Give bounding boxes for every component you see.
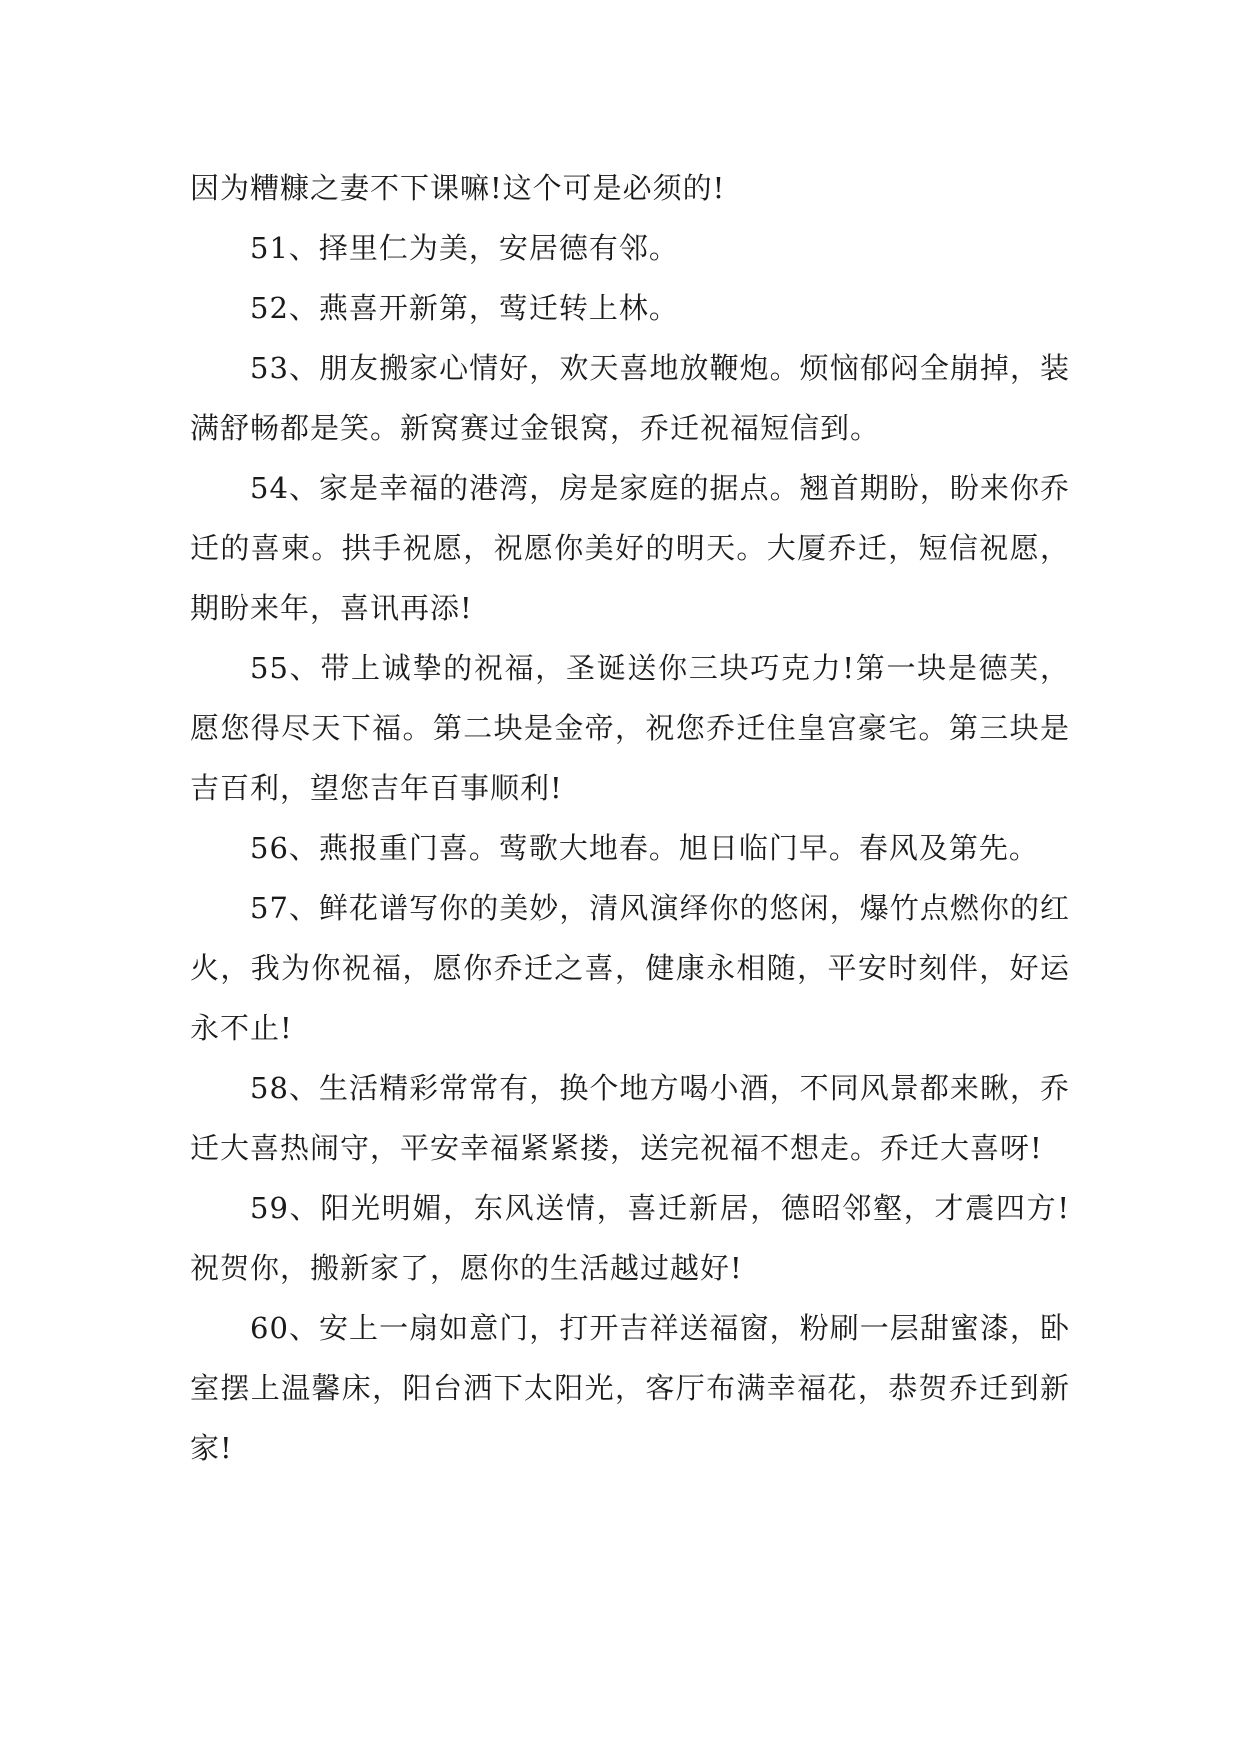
paragraph-56: 56、燕报重门喜。莺歌大地春。旭日临门早。春风及第先。 bbox=[250, 831, 1039, 865]
paragraph-59: 59、阳光明媚，东风送情，喜迁新居，德昭邻壑，才震四方!祝贺你，搬新家了，愿你的生活越过越好! bbox=[190, 1191, 1070, 1285]
paragraph-53: 53、朋友搬家心情好，欢天喜地放鞭炮。烦恼郁闷全崩掉，装满舒畅都是笑。新窝赛过金银窝，乔迁祝福短信到。 bbox=[190, 351, 1070, 445]
paragraph-58: 58、生活精彩常常有，换个地方喝小酒，不同风景都来瞅，乔迁大喜热闹守，平安幸福紧紧搂，送完祝福不想走。乔迁大喜呀! bbox=[190, 1071, 1070, 1165]
paragraph-60: 60、安上一扇如意门，打开吉祥送福窗，粉刷一层甜蜜漆，卧室摆上温馨床，阳台洒下太阳光，客厅布满幸福花，恭贺乔迁到新家! bbox=[190, 1311, 1070, 1465]
paragraph-55: 55、带上诚挚的祝福，圣诞送你三块巧克力!第一块是德芙，愿您得尽天下福。第二块是金帝，祝您乔迁住皇宫豪宅。第三块是吉百利，望您吉年百事顺利! bbox=[190, 651, 1070, 805]
paragraph-54: 54、家是幸福的港湾，房是家庭的据点。翘首期盼，盼来你乔迁的喜柬。拱手祝愿，祝愿你美好的明天。大厦乔迁，短信祝愿，期盼来年，喜讯再添! bbox=[190, 471, 1070, 625]
document-body bbox=[190, 158, 1070, 1478]
paragraph-52: 52、燕喜开新第，莺迁转上林。 bbox=[250, 291, 679, 325]
paragraph-51: 51、择里仁为美，安居德有邻。 bbox=[250, 231, 679, 265]
paragraph-57: 57、鲜花谱写你的美妙，清风演绎你的悠闲，爆竹点燃你的红火，我为你祝福，愿你乔迁之喜，健康永相随，平安时刻伴，好运永不止! bbox=[190, 891, 1070, 1045]
paragraph-continuation: 因为糟糠之妻不下课嘛!这个可是必须的! bbox=[190, 171, 726, 205]
